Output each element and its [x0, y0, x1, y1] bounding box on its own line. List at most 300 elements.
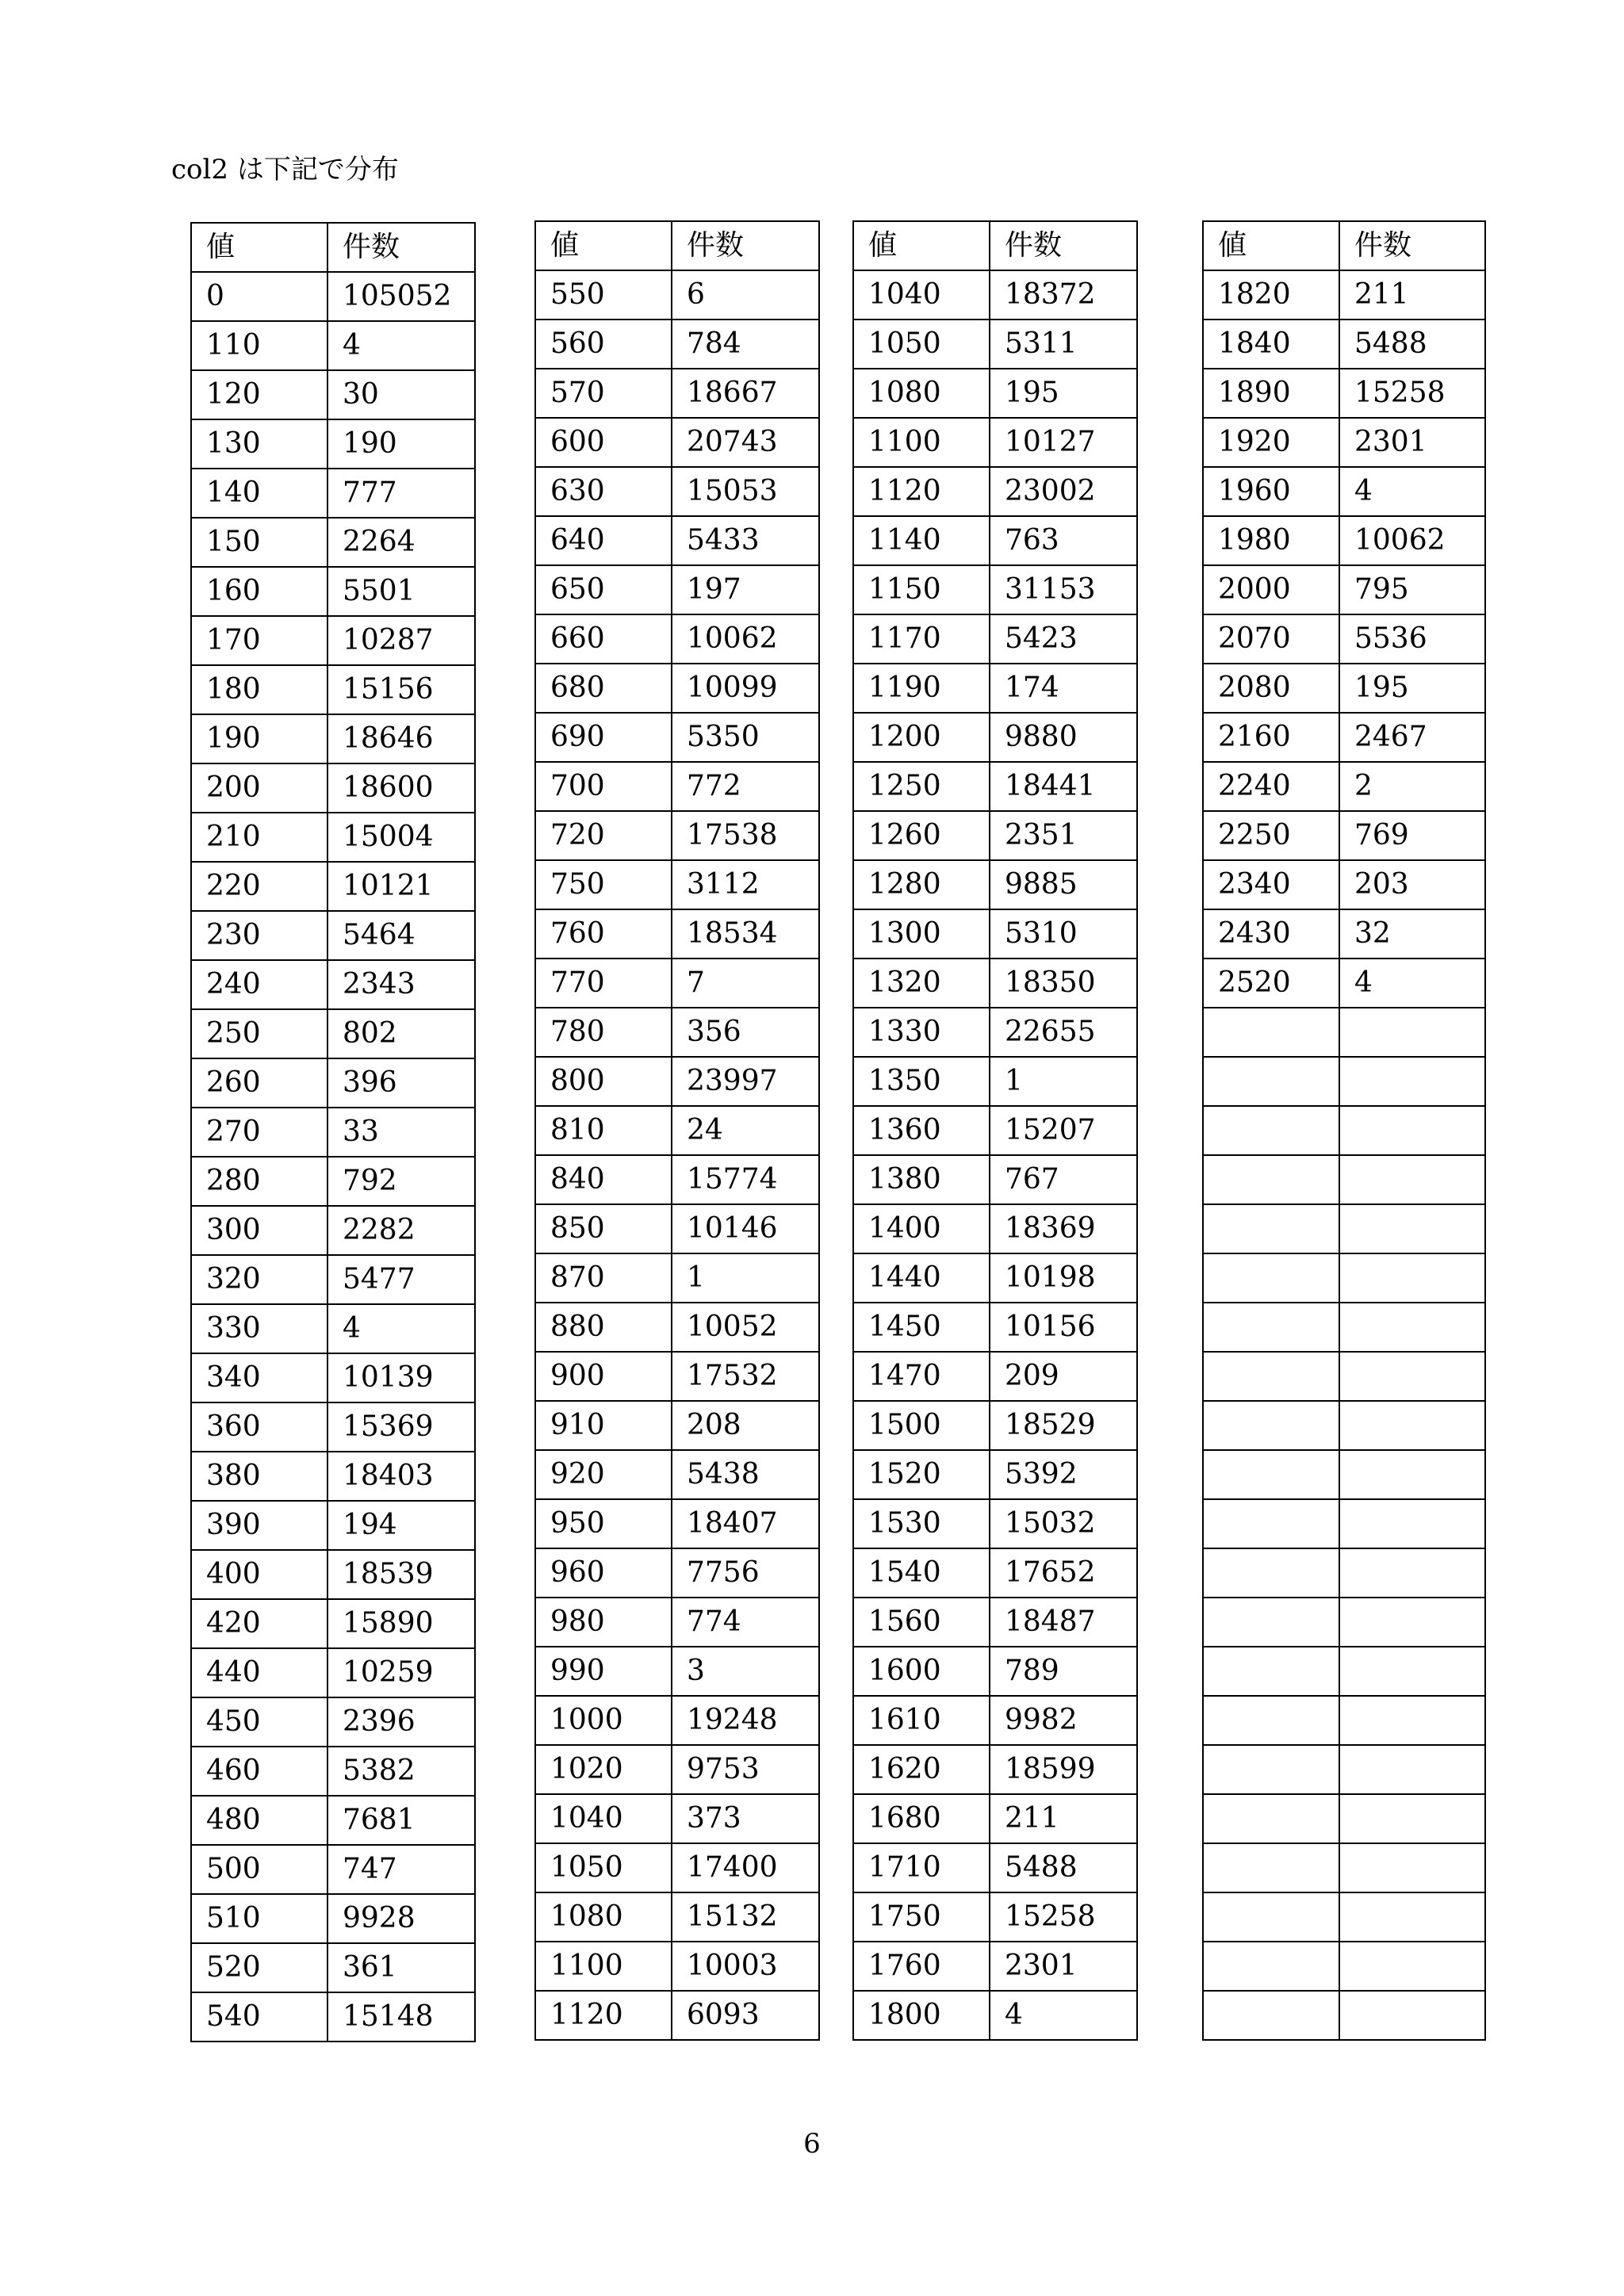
table-row [1203, 959, 1485, 1008]
cell-value: 360 [191, 1402, 327, 1452]
cell-count: 18441 [990, 762, 1137, 811]
cell-value: 1450 [853, 1303, 990, 1352]
cell-count: 2467 [1339, 713, 1485, 762]
cell-value: 1080 [535, 1892, 672, 1942]
cell-value [1203, 1942, 1339, 1991]
cell-count: 18487 [990, 1598, 1137, 1647]
table-row [1203, 1892, 1485, 1942]
table-row [535, 565, 819, 614]
cell-value: 1350 [853, 1057, 990, 1106]
cell-count: 7681 [327, 1796, 475, 1845]
table-row [853, 1548, 1137, 1598]
header-value: 値 [535, 221, 672, 270]
table-row [191, 911, 475, 960]
cell-count: 5501 [327, 567, 475, 616]
cell-value [1203, 1696, 1339, 1745]
table-row [1203, 1548, 1485, 1598]
cell-count: 23997 [672, 1057, 819, 1106]
cell-count [1339, 1548, 1485, 1598]
cell-value: 1190 [853, 664, 990, 713]
cell-count: 20743 [672, 418, 819, 467]
cell-value: 420 [191, 1599, 327, 1648]
cell-value: 110 [191, 321, 327, 370]
cell-value: 1560 [853, 1598, 990, 1647]
table-row [191, 1304, 475, 1353]
table-header-row [1203, 221, 1485, 270]
table-row [191, 1796, 475, 1845]
table-row [1203, 909, 1485, 959]
cell-value: 1250 [853, 762, 990, 811]
table-row [535, 909, 819, 959]
table-row [535, 959, 819, 1008]
cell-count: 3112 [672, 860, 819, 909]
cell-count: 396 [327, 1058, 475, 1108]
cell-value: 770 [535, 959, 672, 1008]
cell-count: 24 [672, 1106, 819, 1155]
cell-count: 10052 [672, 1303, 819, 1352]
cell-value: 180 [191, 665, 327, 714]
cell-value: 550 [535, 270, 672, 320]
cell-count: 18403 [327, 1452, 475, 1501]
cell-value: 1520 [853, 1450, 990, 1499]
table-row [191, 1894, 475, 1943]
table-row [535, 1303, 819, 1352]
cell-count: 2264 [327, 518, 475, 567]
table-row [1203, 811, 1485, 860]
cell-value: 660 [535, 614, 672, 664]
cell-value: 1360 [853, 1106, 990, 1155]
cell-count: 2301 [1339, 418, 1485, 467]
table-row [535, 1155, 819, 1204]
cell-value [1203, 1057, 1339, 1106]
table-row [191, 1648, 475, 1697]
cell-value: 1100 [853, 418, 990, 467]
cell-count: 5350 [672, 713, 819, 762]
cell-count: 15132 [672, 1892, 819, 1942]
table-row [191, 1992, 475, 2042]
cell-value: 1440 [853, 1253, 990, 1303]
cell-count: 18369 [990, 1204, 1137, 1253]
cell-value: 1540 [853, 1548, 990, 1598]
cell-count: 2 [1339, 762, 1485, 811]
cell-count [1339, 1499, 1485, 1548]
cell-value: 680 [535, 664, 672, 713]
cell-value: 2340 [1203, 860, 1339, 909]
cell-count [1339, 1745, 1485, 1794]
cell-value: 750 [535, 860, 672, 909]
table-row [1203, 614, 1485, 664]
cell-count: 2301 [990, 1942, 1137, 1991]
cell-count: 747 [327, 1845, 475, 1894]
header-value: 値 [1203, 221, 1339, 270]
cell-count [1339, 1942, 1485, 1991]
table-row [853, 959, 1137, 1008]
page-number: 6 [803, 2128, 821, 2160]
table-row [1203, 418, 1485, 467]
cell-count: 5536 [1339, 614, 1485, 664]
cell-value: 570 [535, 369, 672, 418]
cell-count: 15207 [990, 1106, 1137, 1155]
cell-count: 209 [990, 1352, 1137, 1401]
table-row [1203, 1008, 1485, 1057]
cell-value: 210 [191, 813, 327, 862]
table-row [191, 1206, 475, 1255]
cell-count: 22655 [990, 1008, 1137, 1057]
table-row [535, 1647, 819, 1696]
table-row [853, 762, 1137, 811]
table-row [853, 418, 1137, 467]
cell-count: 2282 [327, 1206, 475, 1255]
cell-value: 2520 [1203, 959, 1339, 1008]
table-row [853, 1647, 1137, 1696]
cell-count: 17652 [990, 1548, 1137, 1598]
cell-count: 5382 [327, 1747, 475, 1796]
cell-value: 1120 [853, 467, 990, 516]
cell-count: 10146 [672, 1204, 819, 1253]
table-row [535, 1008, 819, 1057]
cell-value: 690 [535, 713, 672, 762]
cell-value: 240 [191, 960, 327, 1009]
cell-value [1203, 1598, 1339, 1647]
cell-value: 650 [535, 565, 672, 614]
cell-value: 1610 [853, 1696, 990, 1745]
table-row [191, 321, 475, 370]
cell-value: 1320 [853, 959, 990, 1008]
cell-count: 10156 [990, 1303, 1137, 1352]
table-row [853, 320, 1137, 369]
table-row [191, 419, 475, 469]
cell-value: 900 [535, 1352, 672, 1401]
table-row [535, 1745, 819, 1794]
cell-count: 10062 [1339, 516, 1485, 565]
table-row [1203, 1401, 1485, 1450]
cell-count: 17532 [672, 1352, 819, 1401]
table-row [535, 369, 819, 418]
table-row [535, 1450, 819, 1499]
table-row [853, 1303, 1137, 1352]
cell-value: 380 [191, 1452, 327, 1501]
cell-count: 208 [672, 1401, 819, 1450]
cell-count: 203 [1339, 860, 1485, 909]
table-row [853, 1352, 1137, 1401]
table-row [191, 1550, 475, 1599]
table-row [853, 467, 1137, 516]
cell-value: 500 [191, 1845, 327, 1894]
cell-value: 780 [535, 1008, 672, 1057]
table-header-row [853, 221, 1137, 270]
table-row [853, 1794, 1137, 1843]
cell-value: 340 [191, 1353, 327, 1402]
cell-value: 1710 [853, 1843, 990, 1892]
table-row [191, 1501, 475, 1550]
table-row [1203, 516, 1485, 565]
cell-value: 2240 [1203, 762, 1339, 811]
table-row [853, 1991, 1137, 2040]
table-row [191, 1747, 475, 1796]
cell-value: 1150 [853, 565, 990, 614]
header-count: 件数 [672, 221, 819, 270]
table-row [1203, 1991, 1485, 2040]
table-row [853, 1696, 1137, 1745]
table-row [1203, 1499, 1485, 1548]
cell-count: 10287 [327, 616, 475, 665]
cell-value: 700 [535, 762, 672, 811]
table-row [535, 1204, 819, 1253]
cell-count: 5392 [990, 1450, 1137, 1499]
cell-count: 10127 [990, 418, 1137, 467]
cell-count: 10259 [327, 1648, 475, 1697]
table-row [1203, 270, 1485, 320]
cell-count: 5477 [327, 1255, 475, 1304]
table-row [1203, 1794, 1485, 1843]
cell-value: 1040 [535, 1794, 672, 1843]
cell-count: 5438 [672, 1450, 819, 1499]
cell-value: 1140 [853, 516, 990, 565]
distribution-table-3 [852, 220, 1138, 2041]
cell-count: 211 [990, 1794, 1137, 1843]
cell-count: 15156 [327, 665, 475, 714]
table-row [191, 518, 475, 567]
cell-value: 250 [191, 1009, 327, 1058]
cell-count: 6 [672, 270, 819, 320]
table-row [1203, 1843, 1485, 1892]
cell-count: 373 [672, 1794, 819, 1843]
cell-count: 18599 [990, 1745, 1137, 1794]
cell-value: 910 [535, 1401, 672, 1450]
cell-value: 2000 [1203, 565, 1339, 614]
table-row [191, 1009, 475, 1058]
cell-count [1339, 1303, 1485, 1352]
cell-count: 9880 [990, 713, 1137, 762]
cell-count: 15258 [990, 1892, 1137, 1942]
distribution-table-1 [190, 222, 476, 2042]
table-row [535, 1598, 819, 1647]
table-row [853, 1892, 1137, 1942]
table-row [1203, 1303, 1485, 1352]
cell-value: 1300 [853, 909, 990, 959]
table-row [191, 763, 475, 813]
table-row [1203, 1253, 1485, 1303]
cell-count: 15369 [327, 1402, 475, 1452]
cell-value: 1100 [535, 1942, 672, 1991]
cell-count: 10198 [990, 1253, 1137, 1303]
table-row [191, 960, 475, 1009]
cell-count: 19248 [672, 1696, 819, 1745]
cell-value [1203, 1008, 1339, 1057]
cell-value: 260 [191, 1058, 327, 1108]
cell-count: 18372 [990, 270, 1137, 320]
table-row [1203, 320, 1485, 369]
header-count: 件数 [327, 223, 475, 272]
cell-count [1339, 1401, 1485, 1450]
cell-value: 600 [535, 418, 672, 467]
cell-value: 630 [535, 467, 672, 516]
cell-count: 774 [672, 1598, 819, 1647]
cell-value: 130 [191, 419, 327, 469]
cell-value: 1750 [853, 1892, 990, 1942]
cell-count [1339, 1647, 1485, 1696]
table-row [853, 1450, 1137, 1499]
cell-value: 1040 [853, 270, 990, 320]
table-row [1203, 664, 1485, 713]
table-row [853, 270, 1137, 320]
table-row [191, 1058, 475, 1108]
cell-count: 9982 [990, 1696, 1137, 1745]
table-row [535, 1794, 819, 1843]
table-row [191, 1452, 475, 1501]
table-row [191, 469, 475, 518]
cell-value [1203, 1794, 1339, 1843]
cell-count [1339, 1696, 1485, 1745]
table-row [853, 1745, 1137, 1794]
table-row [1203, 467, 1485, 516]
cell-count [1339, 1843, 1485, 1892]
cell-count: 5310 [990, 909, 1137, 959]
cell-value: 1280 [853, 860, 990, 909]
cell-count: 7 [672, 959, 819, 1008]
table-row [535, 418, 819, 467]
cell-value: 440 [191, 1648, 327, 1697]
table-row [535, 270, 819, 320]
cell-count: 9753 [672, 1745, 819, 1794]
cell-value [1203, 1253, 1339, 1303]
cell-count: 5433 [672, 516, 819, 565]
cell-count: 4 [990, 1991, 1137, 2040]
table-row [853, 1204, 1137, 1253]
cell-value: 980 [535, 1598, 672, 1647]
cell-count [1339, 1450, 1485, 1499]
cell-count: 23002 [990, 467, 1137, 516]
cell-count: 30 [327, 370, 475, 419]
cell-value: 220 [191, 862, 327, 911]
cell-value: 1170 [853, 614, 990, 664]
cell-count: 18529 [990, 1401, 1137, 1450]
cell-value: 1000 [535, 1696, 672, 1745]
distribution-table-4 [1202, 220, 1486, 2041]
table-row [1203, 1204, 1485, 1253]
cell-count: 9928 [327, 1894, 475, 1943]
cell-count: 15258 [1339, 369, 1485, 418]
cell-count: 2396 [327, 1697, 475, 1747]
cell-value: 480 [191, 1796, 327, 1845]
table-row [191, 1255, 475, 1304]
cell-value: 330 [191, 1304, 327, 1353]
table-row [1203, 565, 1485, 614]
cell-value: 1620 [853, 1745, 990, 1794]
cell-value: 2160 [1203, 713, 1339, 762]
cell-value: 1500 [853, 1401, 990, 1450]
cell-count: 769 [1339, 811, 1485, 860]
cell-value [1203, 1499, 1339, 1548]
table-row [191, 272, 475, 321]
cell-count: 763 [990, 516, 1137, 565]
table-row [853, 1401, 1137, 1450]
cell-count: 32 [1339, 909, 1485, 959]
table-row [191, 862, 475, 911]
table-row [1203, 1450, 1485, 1499]
cell-count: 15032 [990, 1499, 1137, 1548]
cell-count: 18646 [327, 714, 475, 763]
cell-count: 5423 [990, 614, 1137, 664]
table-row [191, 665, 475, 714]
cell-count: 2351 [990, 811, 1137, 860]
table-row [853, 1253, 1137, 1303]
cell-value [1203, 1647, 1339, 1696]
table-row [191, 370, 475, 419]
cell-value: 460 [191, 1747, 327, 1796]
cell-value: 2250 [1203, 811, 1339, 860]
cell-count: 194 [327, 1501, 475, 1550]
table-row [535, 762, 819, 811]
table-row [535, 860, 819, 909]
cell-value: 960 [535, 1548, 672, 1598]
header-count: 件数 [990, 221, 1137, 270]
cell-value [1203, 1548, 1339, 1598]
cell-count: 18539 [327, 1550, 475, 1599]
cell-value: 1840 [1203, 320, 1339, 369]
cell-count [1339, 1253, 1485, 1303]
cell-count: 15004 [327, 813, 475, 862]
table-row [535, 1991, 819, 2040]
cell-value: 280 [191, 1157, 327, 1206]
cell-value: 1890 [1203, 369, 1339, 418]
cell-count: 1 [990, 1057, 1137, 1106]
cell-count [1339, 1991, 1485, 2040]
cell-count: 5488 [990, 1843, 1137, 1892]
cell-count: 802 [327, 1009, 475, 1058]
table-row [535, 664, 819, 713]
table-row [535, 1843, 819, 1892]
table-row [191, 714, 475, 763]
table-row [1203, 762, 1485, 811]
table-row [535, 713, 819, 762]
cell-value: 2070 [1203, 614, 1339, 664]
table-row [535, 1057, 819, 1106]
cell-count: 18407 [672, 1499, 819, 1548]
table-row [535, 1548, 819, 1598]
cell-count: 767 [990, 1155, 1137, 1204]
table-row [1203, 1745, 1485, 1794]
cell-value: 640 [535, 516, 672, 565]
cell-value [1203, 1843, 1339, 1892]
cell-value: 720 [535, 811, 672, 860]
cell-count: 784 [672, 320, 819, 369]
table-row [1203, 1057, 1485, 1106]
table-row [1203, 1352, 1485, 1401]
table-row [191, 1599, 475, 1648]
table-row [191, 1845, 475, 1894]
cell-value: 150 [191, 518, 327, 567]
table-row [1203, 713, 1485, 762]
cell-count: 1 [672, 1253, 819, 1303]
cell-value [1203, 1745, 1339, 1794]
table-row [853, 1942, 1137, 1991]
cell-count: 211 [1339, 270, 1485, 320]
table-row [853, 1106, 1137, 1155]
cell-count: 18350 [990, 959, 1137, 1008]
cell-value: 800 [535, 1057, 672, 1106]
cell-value: 880 [535, 1303, 672, 1352]
table-row [853, 1008, 1137, 1057]
cell-value: 1050 [535, 1843, 672, 1892]
cell-count: 4 [327, 321, 475, 370]
cell-value: 190 [191, 714, 327, 763]
cell-value: 120 [191, 370, 327, 419]
cell-count: 10139 [327, 1353, 475, 1402]
table-header-row [191, 223, 475, 272]
cell-value: 160 [191, 567, 327, 616]
table-row [191, 1157, 475, 1206]
